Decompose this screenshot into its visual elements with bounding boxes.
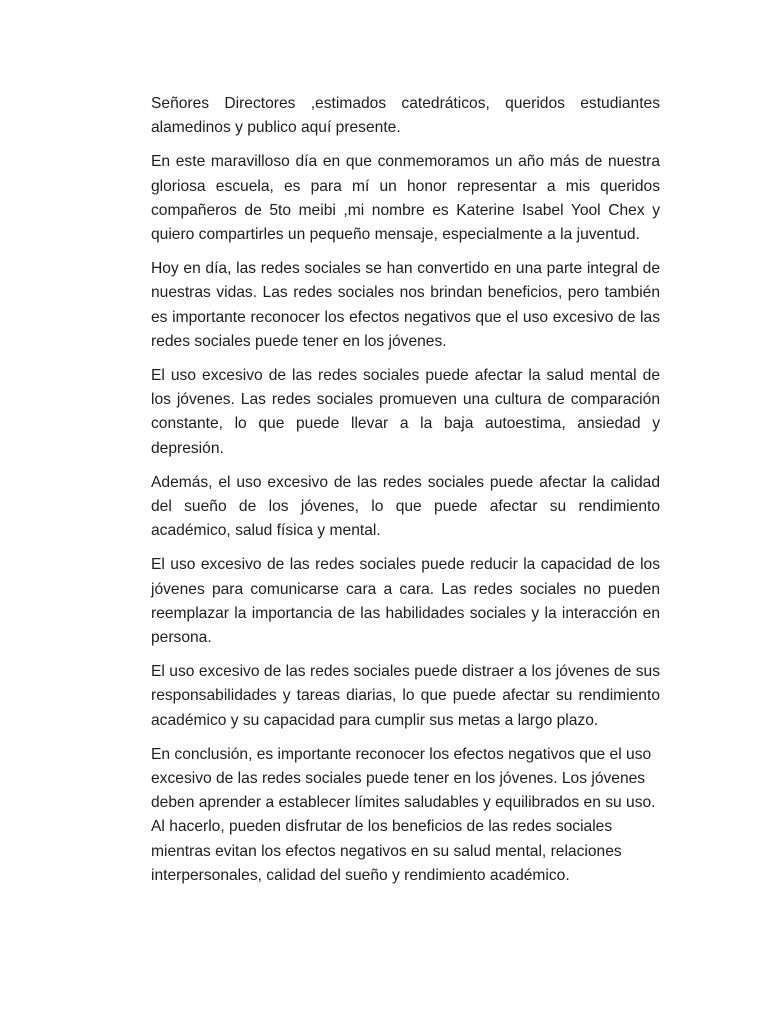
paragraph-sleep-quality: Además, el uso excesivo de las redes sociales puede afectar la calidad del sueño de los jóvenes, lo que puede afectar su rendimiento académico, salud física y mental. [151,473,660,540]
paragraph-greeting: Señores Directores ,estimados catedráticos, queridos estudiantes alamedinos y publico aquí presente. [151,95,660,137]
speech-body [151,92,660,898]
paragraph-mental-health: El uso excesivo de las redes sociales puede afectar la salud mental de los jóvenes. Las redes sociales promueven una cultura de comparación constante, lo que puede llevar a la baja autoestima, ansiedad y depresión. [151,367,660,457]
paragraph-conclusion: En conclusión, es importante reconocer los efectos negativos que el uso excesivo de las redes sociales puede tener en los jóvenes. Los jóvenes deben aprender a establecer límites saludables y equilibrados en su uso. Al hacerlo, pueden disfrutar de los beneficios de las redes sociales mientras evitan los efectos negativos en su salud mental, relaciones interpersonales, calidad del sueño y rendimiento académico. [151,745,656,884]
paragraph-introduction: En este maravilloso día en que conmemoramos un año más de nuestra gloriosa escuela, es para mí un honor representar a mis queridos compañeros de 5to meibi ,mi nombre es Katerine Isabel Yool Chex y quiero compartirles un pequeño mensaje, especialmente a la juventud. [151,153,660,244]
paragraph-communication: El uso excesivo de las redes sociales puede reducir la capacidad de los jóvenes para comunicarse cara a cara. Las redes sociales no pueden reemplazar la importancia de las habilidades sociales y la interacción en persona. [151,556,660,647]
paragraph-responsibilities: El uso excesivo de las redes sociales puede distraer a los jóvenes de sus responsabilidades y tareas diarias, lo que puede afectar su rendimiento académico y su capacidad para cumplir sus metas a largo plazo. [151,663,660,729]
paragraph-social-media-overview: Hoy en día, las redes sociales se han convertido en una parte integral de nuestras vidas. Las redes sociales nos brindan beneficios, pero también es importante reconocer los efectos negativos que el uso excesivo de las redes sociales puede tener en los jóvenes. [151,260,660,350]
